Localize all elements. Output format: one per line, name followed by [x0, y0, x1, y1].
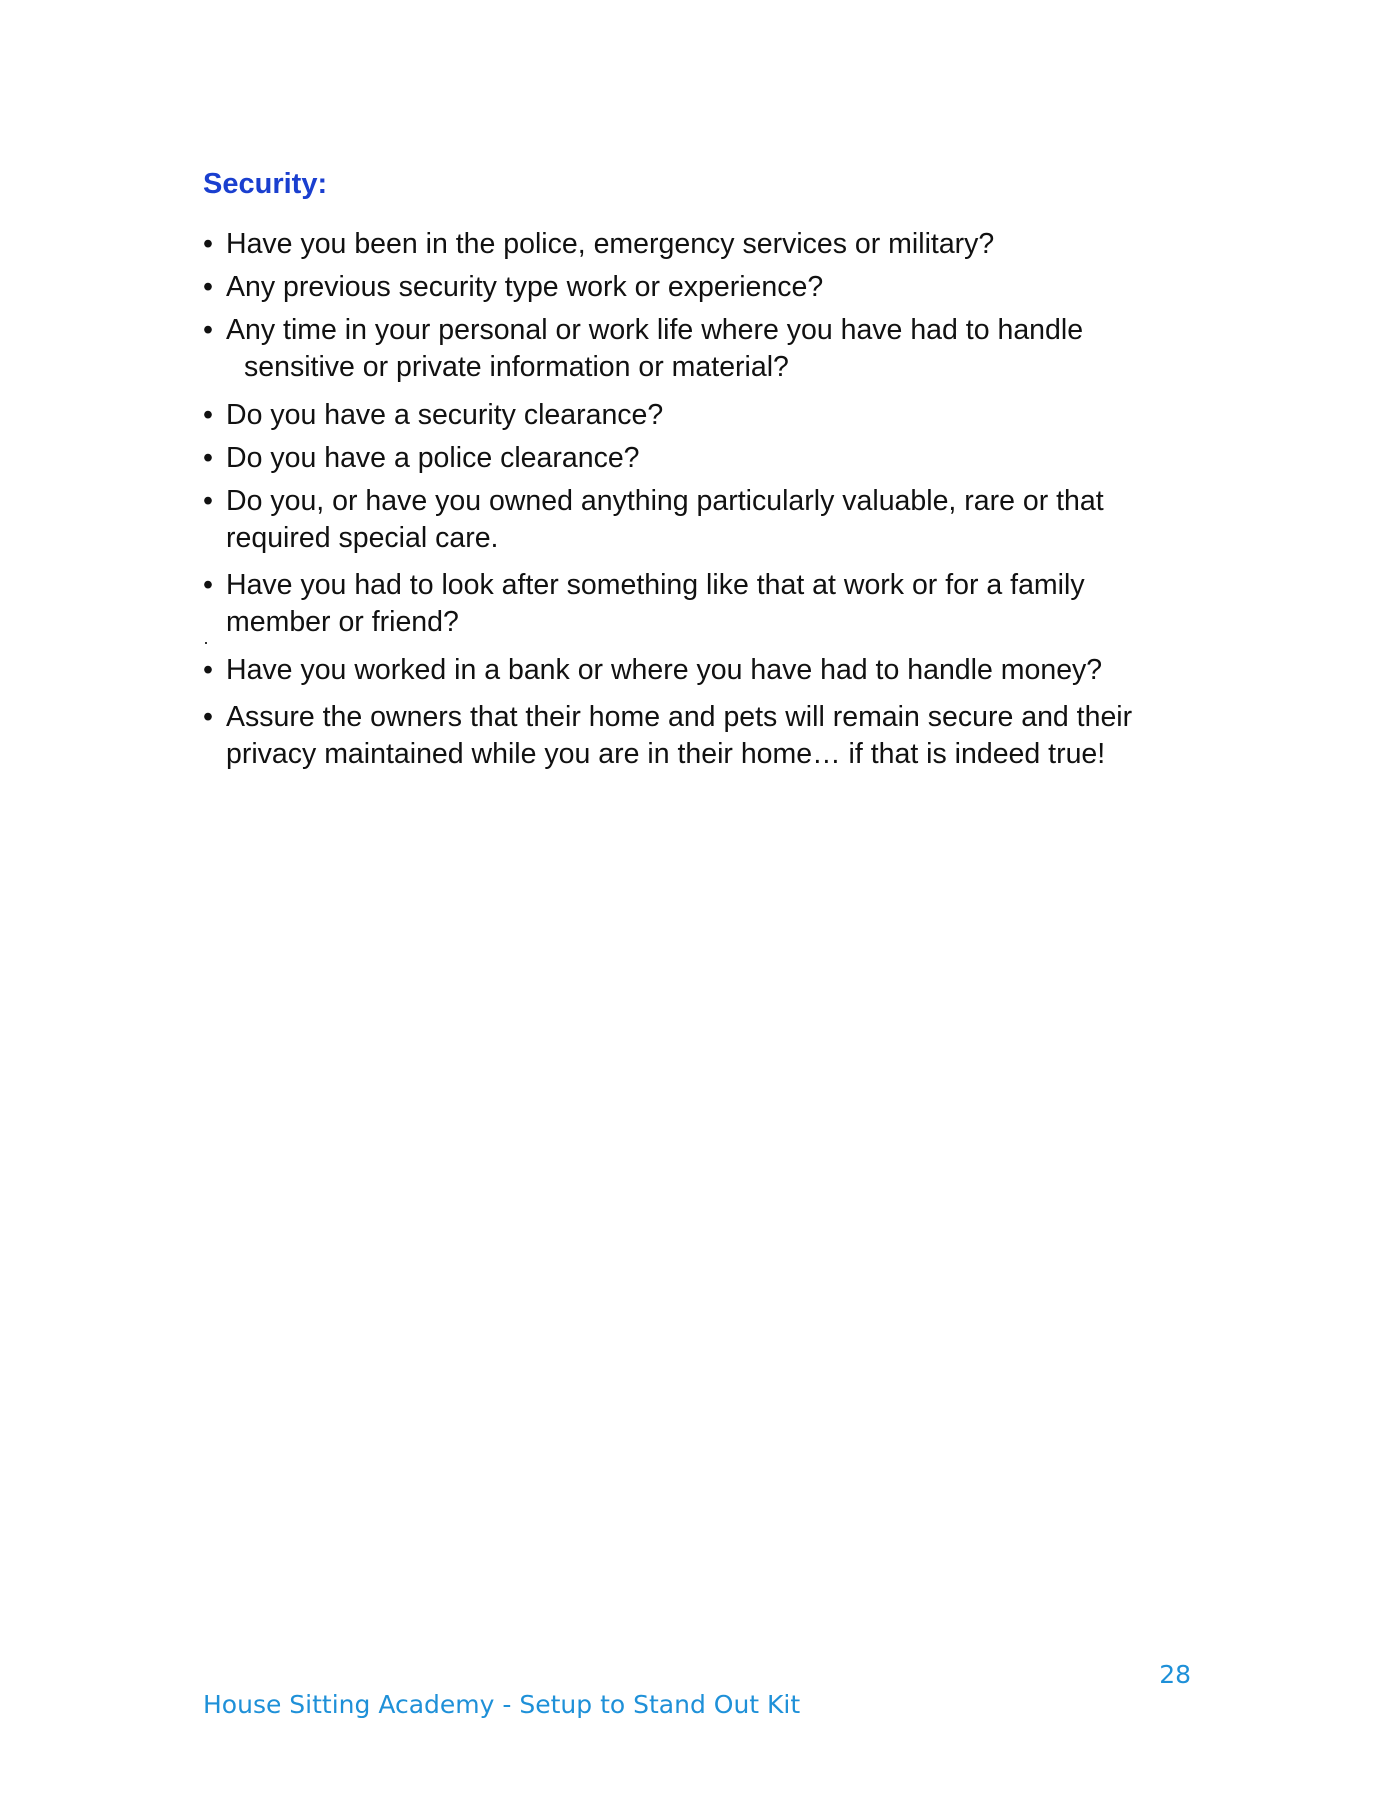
footer-title: House Sitting Academy - Setup to Stand Out Kit: [203, 1690, 801, 1719]
bullet-icon: •: [203, 442, 213, 474]
list-item-text: Any time in your personal or work life where you have had to handle: [226, 314, 1084, 346]
bullet-icon: •: [203, 569, 213, 601]
list-item-text-continued: privacy maintained while you are in their home… if that is indeed true!: [226, 738, 1106, 770]
list-item: [203, 226, 1203, 263]
list-item-text: Have you had to look after something like that at work or for a family: [226, 569, 1085, 601]
bullet-icon: •: [203, 228, 213, 260]
section-heading: Security:: [203, 168, 328, 200]
bullet-icon: •: [203, 485, 213, 517]
list-item-text-continued: required special care.: [226, 522, 499, 554]
list-item: [203, 269, 1203, 306]
list-item-text-continued: member or friend?: [226, 606, 459, 638]
list-item: [203, 567, 1203, 641]
list-item-text: Have you been in the police, emergency services or military?: [226, 228, 995, 260]
list-item-text: Any previous security type work or experience?: [226, 271, 824, 303]
list-item: [203, 440, 1203, 477]
list-item: [203, 699, 1203, 773]
list-item: [203, 397, 1203, 434]
list-item-text: Do you, or have you owned anything particularly valuable, rare or that: [226, 485, 1104, 517]
bullet-icon: •: [203, 314, 213, 346]
list-item-text: Have you worked in a bank or where you have had to handle money?: [226, 654, 1103, 686]
list-item-text: Do you have a security clearance?: [226, 399, 664, 431]
stray-dot-mark: [205, 642, 207, 644]
bullet-icon: •: [203, 701, 213, 733]
bullet-icon: •: [203, 654, 213, 686]
list-item: [203, 483, 1203, 557]
bullet-icon: •: [203, 399, 213, 431]
list-item: [203, 652, 1203, 689]
list-item-text: Do you have a police clearance?: [226, 442, 640, 474]
security-question-list: [203, 226, 1203, 773]
page-number: 28: [1159, 1660, 1191, 1689]
list-item: [203, 312, 1203, 386]
list-item-text-continued: sensitive or private information or material?: [244, 351, 789, 383]
list-item-text: Assure the owners that their home and pets will remain secure and their: [226, 701, 1133, 733]
bullet-icon: •: [203, 271, 213, 303]
